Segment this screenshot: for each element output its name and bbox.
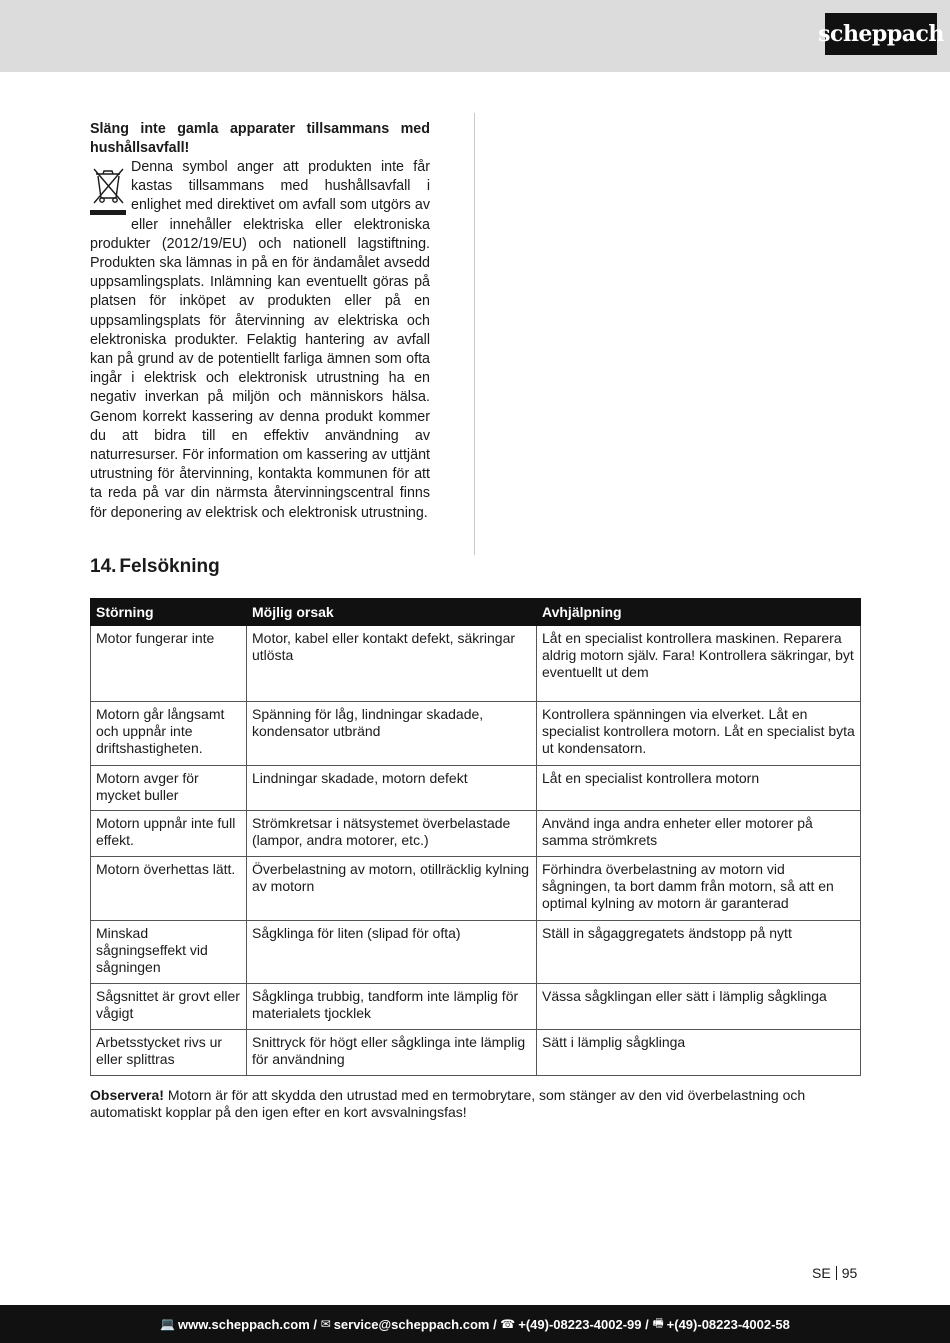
note-paragraph (90, 1087, 860, 1121)
table-row (91, 1030, 861, 1076)
table-row (91, 626, 861, 702)
cause-cell: Lindningar skadade, motorn defekt (247, 766, 537, 811)
footer-email-link[interactable]: service@scheppach.com (333, 1316, 490, 1332)
footer-separator: / (309, 1316, 321, 1332)
fault-cell: Motorn avger för mycket buller (91, 766, 247, 811)
remedy-cell: Förhindra överbelastning av motorn vid sågningen, ta bort damm från motorn, så att en optimal kylning av motorn är garanterad (537, 857, 861, 921)
cause-cell: Sågklinga trubbig, tandform inte lämplig för materialets tjocklek (247, 984, 537, 1030)
footer-phone[interactable]: +(49)-08223-4002-99 (518, 1316, 642, 1332)
section-number: 14. (90, 556, 117, 577)
footer-fax: +(49)-08223-4002-58 (666, 1316, 790, 1332)
cause-cell: Snittryck för högt eller sågklinga inte lämplig för användning (247, 1030, 537, 1076)
disposal-section (90, 120, 430, 523)
remedy-cell: Låt en specialist kontrollera motorn (537, 766, 861, 811)
footer-website-link[interactable]: www.scheppach.com (178, 1316, 310, 1332)
footer-separator: / (489, 1316, 501, 1332)
table-row (91, 766, 861, 811)
cause-cell: Sågklinga för liten (slipad för ofta) (247, 921, 537, 984)
fault-cell: Sågsnittet är grovt eller vågigt (91, 984, 247, 1030)
section-title (90, 556, 220, 578)
remedy-cell: Sätt i lämplig sågklinga (537, 1030, 861, 1076)
table-row (91, 811, 861, 857)
page-number-separator (836, 1266, 837, 1280)
note-text: Motorn är för att skydda den utrustad med en termobrytare, som stänger av den vid överbelastning och automatiskt kopplar på den igen efter en kort avsvalningsfas! (90, 1087, 806, 1120)
page-number (812, 1265, 857, 1281)
footer-band (0, 1305, 950, 1343)
telephone-icon: ☎ (500, 1317, 516, 1331)
email-icon: ✉ (320, 1317, 331, 1331)
table-row (91, 984, 861, 1030)
disposal-text: Denna symbol anger att produkten inte får kastas tillsammans med hushållsavfall i enlighet med direktivet om avfall som utgörs av eller innehåller elektriska eller elektroniska produkter (2012/19/EU) och nationell lagstiftning. Produkten ska lämnas in på en för ändamålet avsedd uppsamlingsplats. Inlämning kan eventuellt göras på platsen för inköpet av produkten eller på en uppsamlingsplats för återvinning av elektriska och elektroniska produkter. Felaktig hantering av avfall kan på grund av de potentiellt farliga ämnen som ofta ingår i elektrisk och elektronisk utrustning ha en negativ inverkan på miljön och människors hälsa. Genom korrekt kassering av denna produkt kommer du att bidra till en effektiv användning av naturresurser. För information om kassering av uttjänt utrustning för återvinning, kontakta kommunen för att ta reda på var din närmsta återvinningscentral finns för deponering av elektrisk och elektronisk utrustning. (90, 159, 430, 521)
remedy-cell: Ställ in sågaggregatets ändstopp på nytt (537, 921, 861, 984)
page-number-value: 95 (841, 1265, 858, 1281)
header-cell-fault: Störning (91, 599, 247, 626)
fax-icon: 🖷 (652, 1315, 664, 1330)
table-row (91, 857, 861, 921)
cause-cell: Strömkretsar i nätsystemet överbelastade (lampor, andra motorer, etc.) (247, 811, 537, 857)
note-label: Observera! (90, 1087, 164, 1103)
disposal-heading: Släng inte gamla apparater tillsammans med hushållsavfall! (90, 121, 430, 156)
fault-cell: Motor fungerar inte (91, 626, 247, 702)
remedy-cell: Använd inga andra enheter eller motorer på samma strömkrets (537, 811, 861, 857)
header-cell-cause: Möjlig orsak (247, 599, 537, 626)
table-header-row (91, 599, 861, 626)
fault-cell: Motorn överhettas lätt. (91, 857, 247, 921)
fault-cell: Minskad sågningseffekt vid sågningen (91, 921, 247, 984)
cause-cell: Spänning för låg, lindningar skadade, kondensator utbränd (247, 702, 537, 766)
crossed-out-wheelie-bin-icon (90, 162, 127, 218)
scheppach-logo: scheppach (825, 13, 937, 55)
remedy-cell: Kontrollera spänningen via elverket. Låt en specialist kontrollera motorn. Låt en specialist byta ut kondensatorn. (537, 702, 861, 766)
column-divider (474, 113, 475, 555)
header-band (0, 0, 950, 72)
page-lang: SE (812, 1265, 831, 1281)
table-row (91, 921, 861, 984)
fault-cell: Motorn går långsamt och uppnår inte driftshastigheten. (91, 702, 247, 766)
remedy-cell: Vässa sågklingan eller sätt i lämplig sågklinga (537, 984, 861, 1030)
troubleshooting-table (90, 598, 861, 1076)
remedy-cell: Låt en specialist kontrollera maskinen. Reparera aldrig motorn själv. Fara! Kontrollera säkringar, byt eventuellt ut dem (537, 626, 861, 702)
section-title-text: Felsökning (119, 556, 220, 577)
computer-icon: 💻 (160, 1317, 176, 1331)
fault-cell: Arbetsstycket rivs ur eller splittras (91, 1030, 247, 1076)
table-row (91, 702, 861, 766)
fault-cell: Motorn uppnår inte full effekt. (91, 811, 247, 857)
header-cell-remedy: Avhjälpning (537, 599, 861, 626)
footer-separator: / (641, 1316, 653, 1332)
cause-cell: Motor, kabel eller kontakt defekt, säkringar utlösta (247, 626, 537, 702)
cause-cell: Överbelastning av motorn, otillräcklig kylning av motorn (247, 857, 537, 921)
